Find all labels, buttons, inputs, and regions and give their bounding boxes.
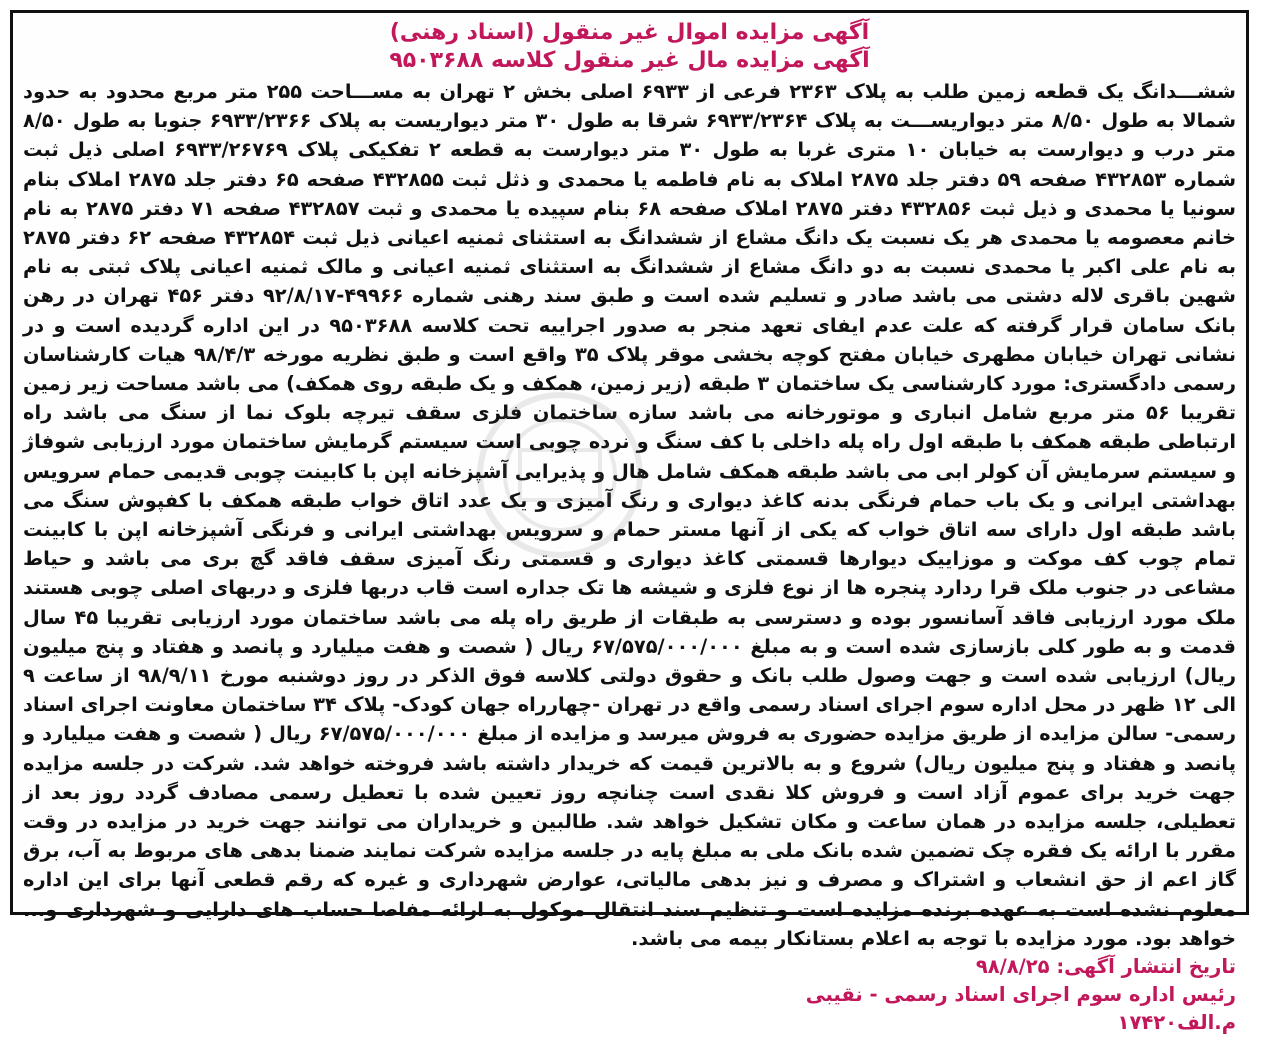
signature-line: رئیس اداره سوم اجرای اسناد رسمی - نقیبی: [805, 983, 1236, 1007]
publish-date: تاریخ انتشار آگهی: ۹۸/۸/۲۵: [975, 955, 1236, 979]
notice-body: ششـــدانگ یک قطعه زمین طلب به پلاک ۲۳۶۳ فرعی از ۶۹۳۳ اصلی بخش ۲ تهران به مســـاحت ۲۵۵ متر مربع محدود به حدود شمالا به طول ۸/۵۰ متر دیواریســـت به پلاک ۶۹۳۳/۲۳۶۴ شرقا به طول ۳۰ متر دیواریست به پلاک ۶۹۳۳/۲۳۶۶ جنوبا به طول ۸/۵۰ متر درب و دیوارست به خیابان ۱۰ متری غربا به طول ۳۰ متر دیوارست به قطعه ۲ تفکیکی پلاک ۶۹۳۳/۲۶۷۶۹ اصلی ذیل ثبت شماره ۴۳۲۸۵۳ صفحه ۵۹ دفتر جلد ۲۸۷۵ املاک به نام فاطمه یا محمدی و ذثل ثبت ۴۳۲۸۵۵ صفحه ۶۵ دفتر جلد ۲۸۷۵ املاک بنام سونیا یا محمدی و ذیل ثبت ۴۳۲۸۵۶ دفتر ۲۸۷۵ املاک صفحه ۶۸ بنام سپیده یا محمدی و ثبت ۴۳۲۸۵۷ صفحه ۷۱ دفتر ۲۸۷۵ به نام خانم معصومه یا محمدی هر یک نسبت یک دانگ مشاع از ششدانگ به استثنای ثمنیه اعیانی ذیل ثبت ۴۳۲۸۵۴ صفحه ۶۲ دفتر ۲۸۷۵ به نام علی اکبر یا محمدی نسبت به دو دانگ مشاع از ششدانگ به استثنای ثمنیه اعیانی و مالک ثمنیه اعیانی پلاک ثبتی به نام شهین باقری لاله دشتی می باشد صادر و تسلیم شده است و طبق سند رهنی شماره ۴۹۹۶۶-۹۲/۸/۱۷ دفتر ۴۵۶ تهران در رهن بانک سامان قرار گرفته که علت عدم ایفای تعهد منجر به صدور اجراییه تحت کلاسه ۹۵۰۳۶۸۸ در این اداره گردیده است و در نشانی تهران خیابان مطهری خیابان مفتح کوچه بخشی موقر پلاک ۳۵ واقع است و طبق نظریه مورخه ۹۸/۴/۳ هیات کارشناسان رسمی دادگستری: مورد کارشناسی یک ساختمان ۳ طبقه (زیر زمین، همکف و یک طبقه روی همکف) می باشد مساحت زیر زمین تقریبا ۵۶ متر مربع شامل انباری و موتورخانه می باشد سازه ساختمان فلزی سقف تیرچه بلوک نما از سنگ می باشد راه ارتباطی طبقه همکف با طبقه اول راه پله داخلی با کف سنگ و نرده چوبی است سیستم گرمایش ساختمان مورد ارزیابی شوفاژ و سیستم سرمایش آن کولر ابی می باشد طبقه همکف شامل هال و پذیرایی آشپزخانه اپن با کابینت چوبی قدیمی حمام سرویس بهداشتی ایرانی و یک باب حمام فرنگی بدنه کاغذ دیواری و رنگ آمیزی و یک عدد اتاق خواب طبقه همکف با کفپوش سنگ می باشد طبقه اول دارای سه اتاق خواب که یکی از آنها مستر حمام و سرویس بهداشتی ایرانی و فرنگی آشپزخانه اپن با کابینت تمام چوب کف موکت و موزاییک دیوارها قسمتی کاغذ دیواری و قسمتی رنگ آمیزی سقف فاقد گچ بری می باشد و حیاط مشاعی در جنوب ملک قرا ردارد پنجره ها از نوع فلزی و شیشه ها تک جداره است قاب دربها فلزی و دربهای اصلی چوبی هستند ملک مورد ارزیابی فاقد آسانسور بوده و دسترسی به طبقات از طریق راه پله می باشد ساختمان مورد ارزیابی تقریبا ۴۵ سال قدمت و به طور کلی بازسازی شده است و به مبلغ ۶۷/۵۷۵/۰۰۰/۰۰۰ ریال ( شصت و هفت میلیارد و پانصد و هفتاد و پنج میلیون ریال) ارزیابی شده است و جهت وصول طلب بانک و حقوق دولتی کلاسه فوق الذکر در روز دوشنبه مورخ ۹۸/۹/۱۱ از ساعت ۹ الی ۱۲ ظهر در محل اداره سوم اجرای اسناد رسمی واقع در تهران -چهارراه جهان کودک- پلاک ۳۴ ساختمان معاونت اجرای اسناد رسمی- سالن مزایده از طریق مزایده حضوری به فروش میرسد و مزایده از مبلغ ۶۷/۵۷۵/۰۰۰/۰۰۰ ریال ( شصت و هفت میلیارد و پانصد و هفتاد و پنج میلیون ریال) شروع و به بالاترین قیمت که خریدار داشته باشد فروخته خواهد شد. شرکت در جلسه مزایده جهت خرید برای عموم آزاد است و فروش کلا نقدی است چنانچه روز تعیین شده با تعطیل رسمی مصادف گردد روز بعد از تعطیلی، جلسه مزایده در همان ساعت و مکان تشکیل خواهد شد. طالبین و خریداران می توانند جهت خرید در مزایده در وقت مقرر با ارائه یک فقره چک تضمین شده بانک ملی به مبلغ پایه در جلسه مزایده شرکت نمایند ضمنا بدهی های مربوط به آب، برق گاز اعم از حق انشعاب و اشتراک و مصرف و نیز بدهی مالیاتی، عوارض شهرداری و غیره که رقم قطعی آنها برای این اداره معلوم نشده است به عهده برنده مزایده است و تنظیم سند انتقال موکول به ارائه مفاصا حساب های دارایی و شهرداری و... خواهد بود. مورد مزایده با توجه به اعلام بستانکار بیمه می باشد.: [23, 80, 1237, 950]
notice-code: م.الف۱۷۴۲۰: [1117, 1011, 1236, 1035]
notice-subtitle: آگهی مزایده مال غیر منقول کلاسه ۹۵۰۳۶۸۸: [389, 48, 870, 73]
auction-notice: [10, 10, 1249, 1035]
notice-title: آگهی مزایده اموال غیر منقول (اسناد رهنی): [389, 20, 870, 45]
